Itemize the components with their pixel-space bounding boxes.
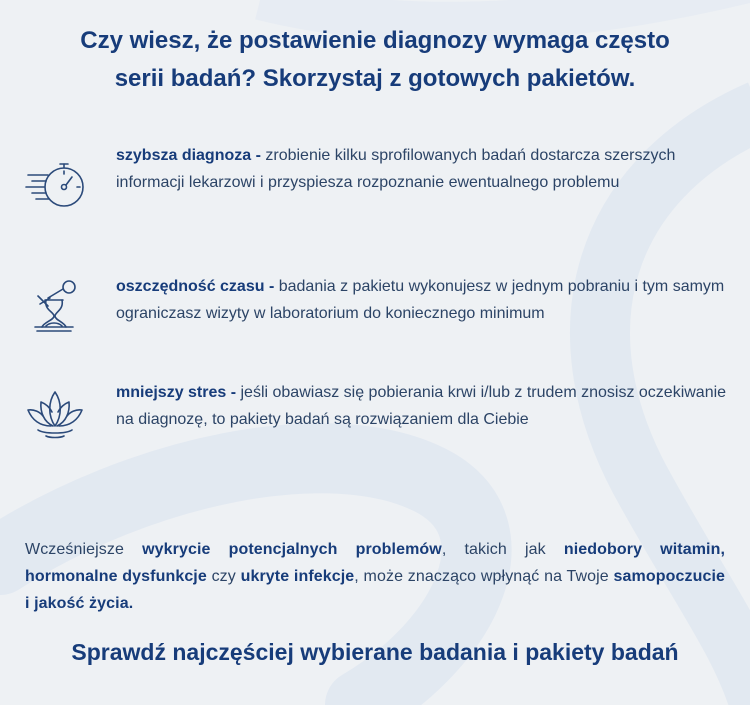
page-title xyxy=(40,22,710,98)
feature-separator: - xyxy=(226,384,241,401)
feature-title: mniejszy stres xyxy=(116,384,227,401)
paragraph-emphasis: samopoczucie i jakość życia. xyxy=(25,568,725,612)
paragraph-text: , takich jak xyxy=(441,541,564,558)
speed-clock-icon xyxy=(24,153,86,215)
paragraph-text: , może znacząco wpłynąć na Twoje xyxy=(354,568,614,585)
feature-separator: - xyxy=(264,278,279,295)
feature-separator: - xyxy=(251,147,266,164)
paragraph-text: czy xyxy=(206,568,241,585)
paragraph-emphasis: wykrycie potencjalnych problemów xyxy=(142,541,442,558)
feature-description: badania z pakietu wykonujesz w jednym pobraniu i tym samym ograniczasz wizyty w laboratorium do koniecznego minimum xyxy=(116,278,725,322)
feature-text xyxy=(116,380,731,433)
title-line-2: serii badań? Skorzystaj z gotowych pakietów. xyxy=(114,65,636,92)
paragraph-emphasis: ukryte infekcje xyxy=(240,568,355,585)
feature-text xyxy=(116,143,731,196)
feature-title: oszczędność czasu xyxy=(116,278,265,295)
title-line-1: Czy wiesz, że postawienie diagnozy wymaga często xyxy=(80,27,670,54)
popular-tests-heading: Sprawdź najczęściej wybierane badania i pakiety badań xyxy=(71,639,679,665)
paragraph-text: Wcześniejsze xyxy=(25,541,143,558)
lotus-icon xyxy=(24,382,86,444)
paragraph-emphasis: niedobory witamin, hormonalne dysfunkcje xyxy=(25,541,725,585)
hourglass-icon xyxy=(24,276,86,338)
feature-text xyxy=(116,274,731,327)
early-detection-paragraph xyxy=(25,536,725,617)
feature-title: szybsza diagnoza xyxy=(116,147,252,164)
feature-description: jeśli obawiasz się pobierania krwi i/lub z trudem znosisz oczekiwanie na diagnozę, to pakiety badań są rozwiązaniem dla Ciebie xyxy=(116,384,727,428)
feature-description: zrobienie kilku sprofilowanych badań dostarcza szerszych informacji lekarzowi i przyspiesza rozpoznanie ewentualnego problemu xyxy=(116,147,676,191)
